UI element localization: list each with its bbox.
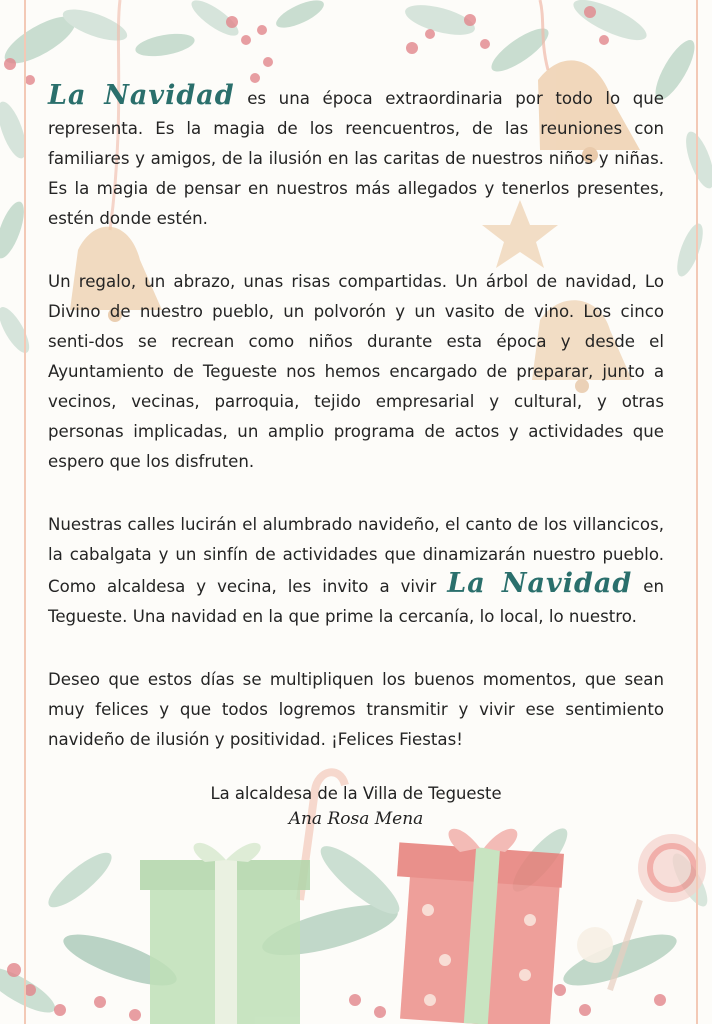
signature-name: Ana Rosa Mena (288, 809, 424, 829)
paragraph-3-after: en Tegueste. Una navidad en la que prime la cercanía, lo local, lo nuestro. (48, 577, 664, 626)
la-navidad-script-inline: La Navidad (447, 568, 633, 599)
signature-block (0, 782, 712, 832)
letter-body (48, 82, 664, 788)
frame-right-border (696, 0, 698, 1024)
paragraph-3 (48, 510, 664, 632)
paragraph-3-before: Nuestras calles lucirán el alumbrado navideño, el canto de los villancicos, la cabalgata y un sinfín de actividades que dinamizarán nuestro pueblo. Como alcaldesa y vecina, les invito a vivir (48, 515, 664, 596)
signature-role: La alcaldesa de la Villa de Tegueste (210, 784, 502, 803)
paragraph-2: Un regalo, un abrazo, unas risas compartidas. Un árbol de navidad, Lo Divino de nuestro pueblo, un polvorón y un vasito de vino. Los cinco senti-dos se recrean como niños durante esta época y desde el Ayuntamiento de Tegueste nos hemos encargado de preparar, junto a vecinos, vecinas, parroquia, tejido empresarial y cultural, y otras personas implicadas, un amplio programa de actos y actividades que espero que los disfruten. (48, 272, 664, 471)
paragraph-1 (48, 82, 664, 234)
paragraph-4: Deseo que estos días se multipliquen los buenos momentos, que sean muy felices y que todos logremos transmitir y vivir ese sentimiento navideño de ilusión y positividad. ¡Felices Fiestas! (48, 670, 664, 749)
frame-left-border (24, 0, 26, 1024)
la-navidad-script-title: La Navidad (48, 80, 235, 111)
red-gift-icon (397, 829, 564, 1024)
paragraph-1-text: es una época extraordinaria por todo lo que representa. Es la magia de los reencuentros, de las reuniones con familiares y amigos, de la ilusión en las caritas de nuestros niños y niñas. Es la magia de pensar en nuestros más allegados y tenerlos presentes, estén donde estén. (48, 89, 664, 228)
green-gift-icon (140, 843, 310, 1024)
bottom-foliage (0, 822, 712, 1021)
